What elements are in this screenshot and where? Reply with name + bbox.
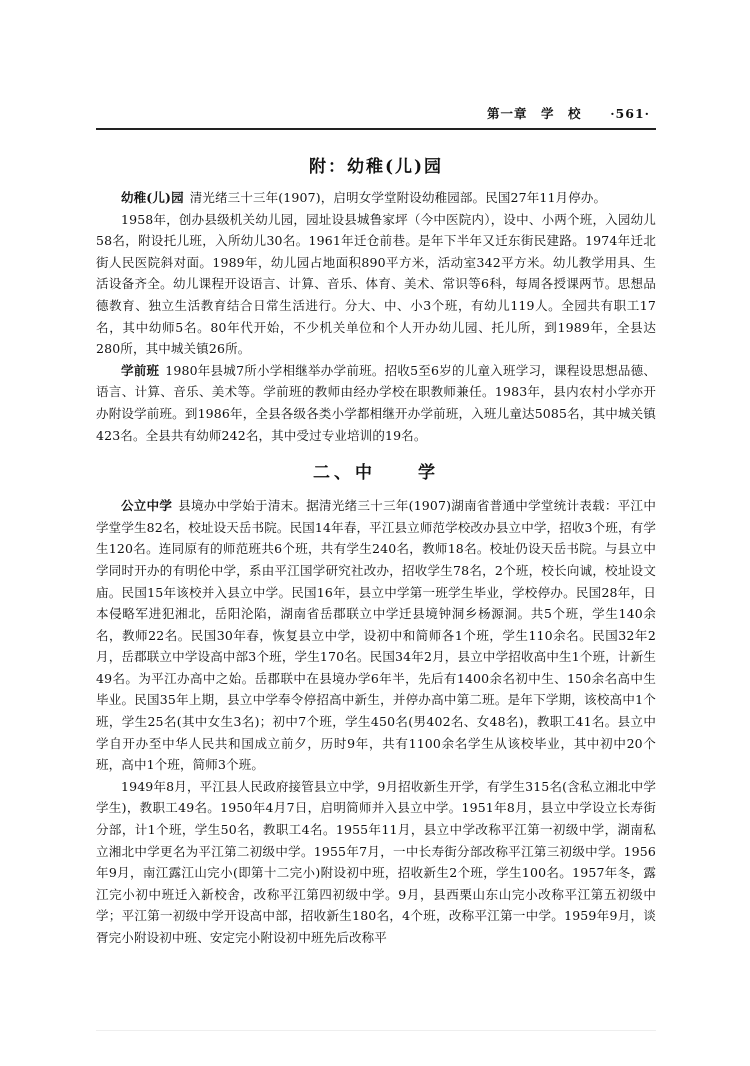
paragraph-lead: 公立中学 [121, 498, 173, 514]
paragraph [96, 187, 656, 209]
page-number: ·561· [610, 106, 650, 121]
paragraph-text: 1980年县城7所小学相继举办学前班。招收5至6岁的儿童入班学习，课程设思想品德、语言、计算、音乐、美术等。学前班的教师由经办学校在职教师兼任。1983年，县内农村小学亦开办附设学前班。到1986年，全县各级各类小学都相继开办学前班，入班儿童达5085名，其中城关镇423名。全县共有幼师242名，其中受过专业培训的19名。 [96, 362, 657, 443]
header-rule [96, 128, 656, 130]
paragraph [96, 360, 656, 446]
page-body [96, 144, 656, 949]
page-bottom-edge [96, 1030, 656, 1031]
paragraph-text: 1949年8月，平江县人民政府接管县立中学，9月招收新生开学，有学生315名(含私立湘北中学学生)，教职工49名。1950年4月7日，启明简师并入县立中学。1951年8月，县立中学设立长寿街分部，计1个班，学生50名，教职工4名。1955年11月，县立中学改称平江第一初级中学，湖南私立湘北中学更名为平江第二初级中学。1955年7月，一中长寿街分部改称平江第三初级中学。1956年9月，南江露江山完小(即第十二完小)附设初中班，招收新生2个班，学生100名。1957年冬，露江完小初中班迁入新校舍，改称平江第四初级中学。9月，县西栗山东山完小改称平江第五初级中学；平江第一初级中学开设高中部，招收新生180名，4个班，改称平江第一中学。1959年9月，谈胥完小附设初中班、安定完小附设初中班先后改称平 [96, 778, 656, 945]
paragraph [96, 209, 656, 360]
running-header [96, 104, 650, 126]
paragraph-text: 1958年，创办县级机关幼儿园，园址设县城鲁家坪（今中医院内），设中、小两个班，入园幼儿58名，附设托儿班，入所幼儿30名。1961年迁仓前巷。是年下半年又迁东街民建路。1974年迁北街人民医院斜对面。1989年，幼儿园占地面积890平方米，活动室342平方米。幼儿教学用具、生活设备齐全。幼儿课程开设语言、计算、音乐、体育、美术、常识等6科，每周各授课两节。思想品德教育、独立生活教育结合日常生活进行。分大、中、小3个班，有幼儿119人。全园共有职工17名，其中幼师5名。80年代开始，不少机关单位和个人开办幼儿园、托儿所，到1989年，全县达280所，其中城关镇26所。 [96, 211, 656, 357]
paragraph-lead: 幼稚(儿)园 [121, 190, 184, 205]
section-title-kindergarten: 附：幼稚(儿)园 [308, 157, 444, 177]
paragraph-text: 县境办中学始于清末。据清光绪三十三年(1907)湖南省普通中学堂统计表载：平江中学堂学生82名，校址设天岳书院。民国14年春，平江县立师范学校改办县立中学，招收3个班，有学生120名。连同原有的师范班共6个班，共有学生240名，教师18名。校址仍设天岳书院。与县立中学同时开办的有明伦中学，系由平江国学研究社改办，招收学生78名，2个班，校长向诚，校址设文庙。民国15年该校并入县立中学。民国16年，县立中学第一班学生毕业，学校停办。民国28年，日本侵略军进犯湘北，岳阳沦陷，湖南省岳郡联立中学迁县境钟洞乡杨源洞。共5个班，学生140余名，教师22名。民国30年春，恢复县立中学，设初中和简师各1个班，学生110余名。民国32年2月，岳郡联立中学设高中部3个班，学生170名。民国34年2月，县立中学招收高中生1个班，计新生49名。为平江办高中之始。岳郡联中在县境办学6年半，先后有1400余名初中生、150余名高中生毕业。民国35年上期，县立中学奉令停招高中新生，并停办高中第二班。是年下学期，该校高中1个班，学生25名(其中女生3名)；初中7个班，学生450名(男402名、女48名)，教职工41名。县立中学自开办至中华人民共和国成立前夕，历时9年，共有1100余名学生从该校毕业，其中初中20个班，高中1个班，简师3个班。 [96, 498, 656, 773]
paragraph-lead: 学前班 [121, 362, 160, 378]
paragraph-text: 清光绪三十三年(1907)，启明女学堂附设幼稚园部。民国27年11月停办。 [189, 190, 607, 205]
section-title-middle-school: 二、中 学 [313, 463, 439, 484]
paragraph [96, 495, 656, 776]
paragraph [96, 776, 656, 949]
chapter-title: 第一章 学 校 [486, 106, 582, 121]
